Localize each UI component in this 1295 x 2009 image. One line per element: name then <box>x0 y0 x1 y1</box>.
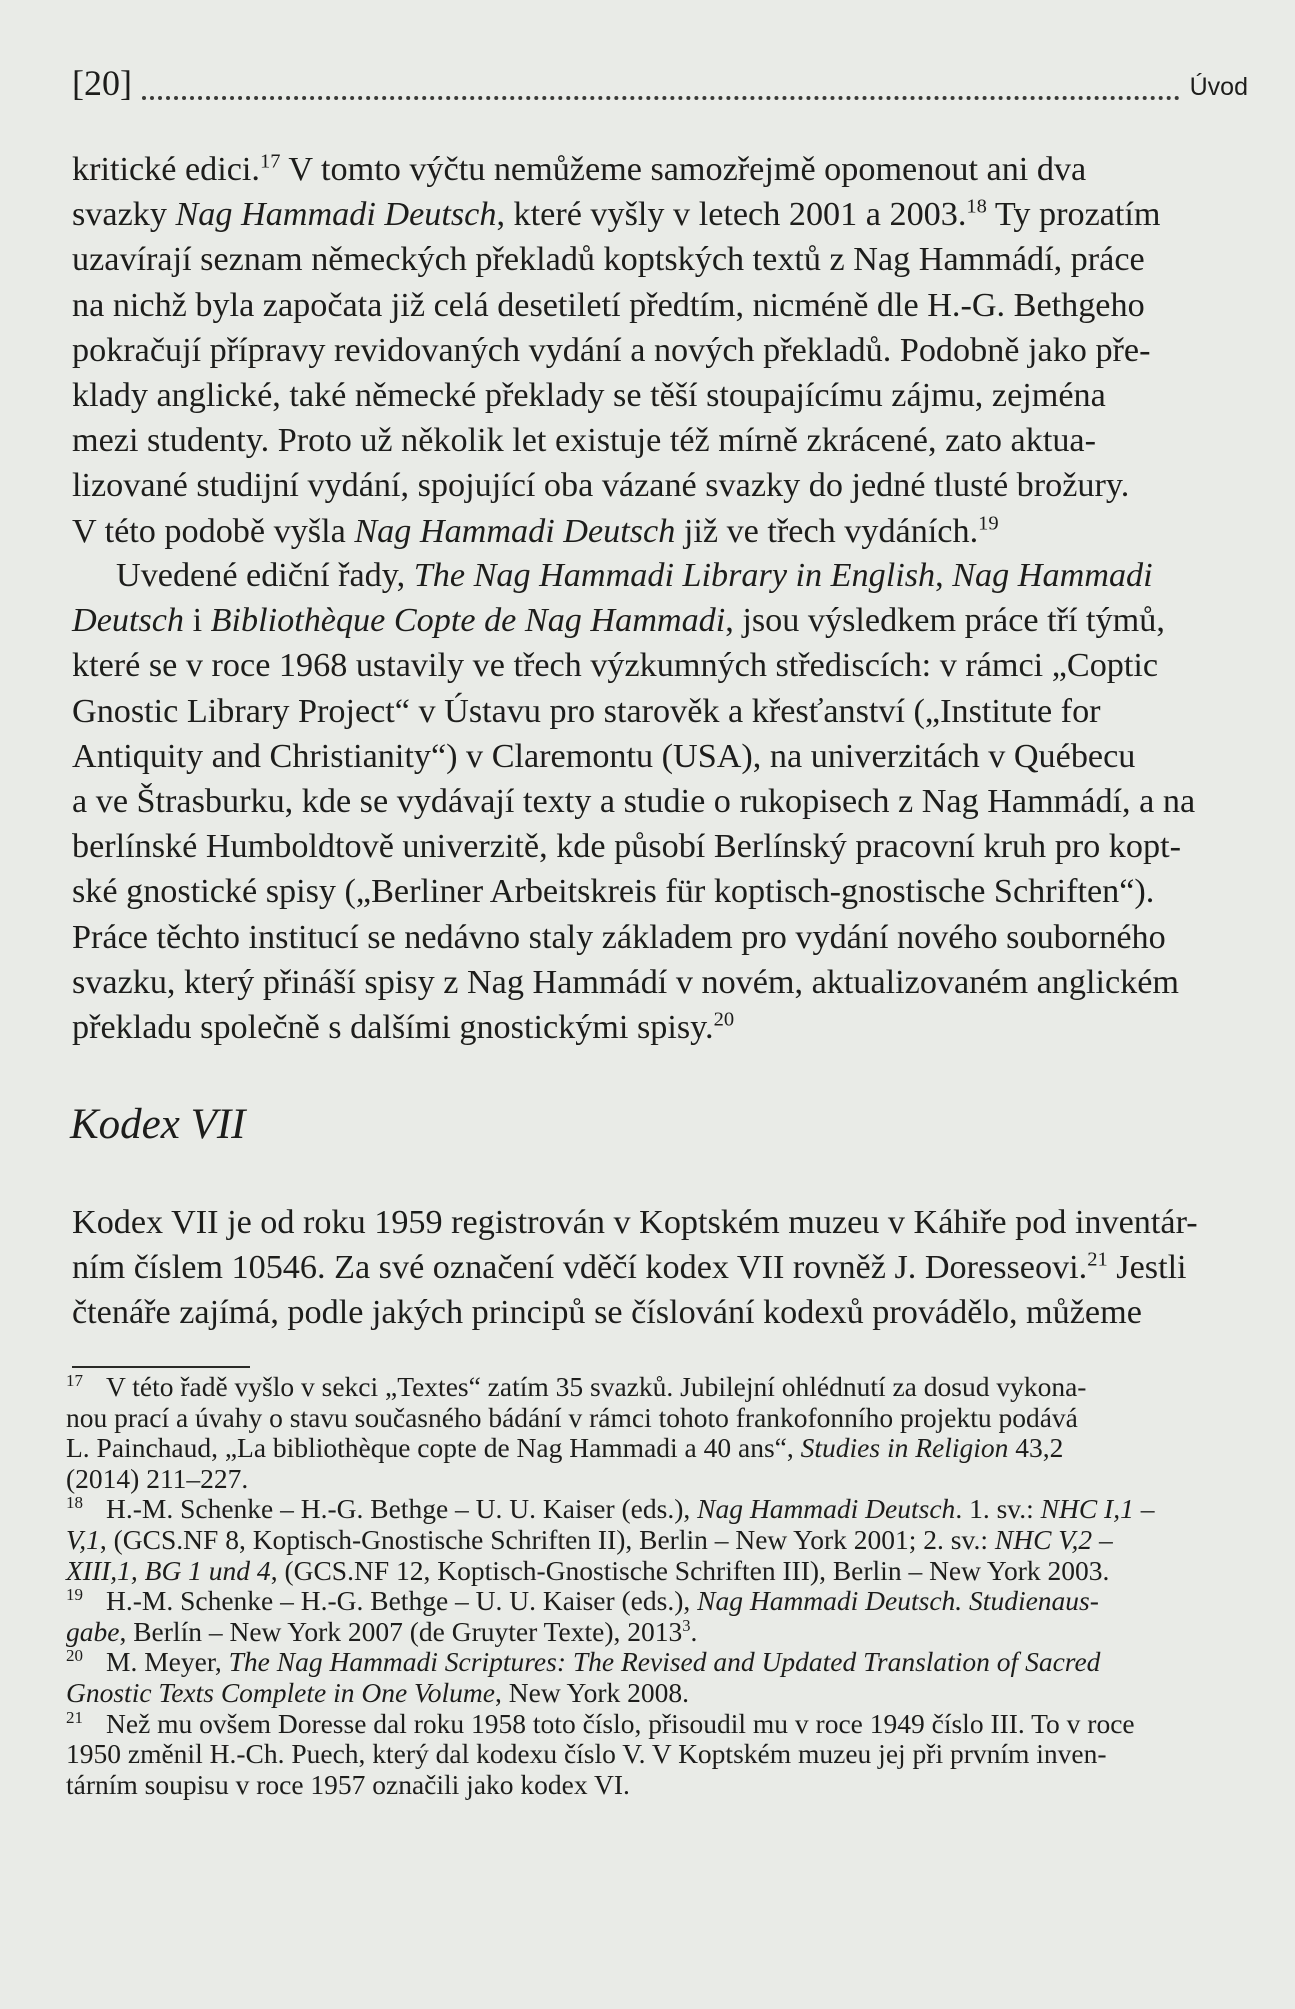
footnote-ref[interactable]: 18 <box>966 195 987 218</box>
text-line: ním číslem 10546. Za své označení vděčí kodex VII rovněž J. Doresseovi.$^{21}$ Jestli <box>72 1248 1187 1287</box>
text-line: pokračují přípravy revidovaných vydání a nových překladů. Podobně jako pře- <box>72 331 1151 369</box>
text-line: překladu společně s dalšími gnostickými spisy.$^{20}$ <box>72 1008 735 1046</box>
text-line: Než mu ovšem Doresse dal roku 1958 toto číslo, přisoudil mu v roce 1949 číslo III. To v roce <box>106 1707 1135 1739</box>
text-line: tárním soupisu v roce 1957 označili jako kodex VI. <box>66 1768 630 1800</box>
text-line: Gnostic Texts Complete in One Volume, New York 2008. <box>66 1676 690 1708</box>
text-line: L. Painchaud, „La bibliothèque copte de Nag Hammadi a 40 ans“, Studies in Religion 43,2 <box>66 1432 1064 1464</box>
footnote-number: 20 <box>66 1646 83 1666</box>
text-line: Kodex VII je od roku 1959 registrován v Koptském muzeu v Káhiře pod inventár- <box>72 1204 1198 1241</box>
text-line: nou prací a úvahy o stavu současného bádání v rámci tohoto frankofonního projektu podává <box>66 1401 1078 1433</box>
footnote-number: 18 <box>66 1493 83 1513</box>
footnote-number: 19 <box>66 1585 83 1605</box>
text-line: čtenáře zajímá, podle jakých principů se číslování kodexů provádělo, můžeme <box>72 1294 1142 1332</box>
section-heading: Kodex VII <box>70 1101 246 1148</box>
footnote-21 <box>66 1709 1232 1801</box>
footnote-separator <box>72 1366 250 1368</box>
text-line: které se v roce 1968 ustavily ve třech výzkumných střediscích: v rámci „Coptic <box>72 647 1159 685</box>
footnote-ref[interactable]: 20 <box>713 1008 735 1031</box>
text-line: ské gnostické spisy („Berliner Arbeitskreis für koptisch-gnostische Schriften“). <box>72 873 1155 911</box>
text-line: Antiquity and Christianity“) v Claremontu (USA), na univerzitách v Québecu <box>72 737 1136 775</box>
paragraph-3 <box>72 1200 1240 1336</box>
text-line: uzavírají seznam německých překladů koptských textů z Nag Hammádí, práce <box>72 241 1145 279</box>
text-line: H.-M. Schenke – H.-G. Bethge – U. U. Kaiser (eds.), Nag Hammadi Deutsch. 1. sv.: NHC I,1 – <box>106 1493 1155 1525</box>
text-line: 1950 změnil H.-Ch. Puech, který dal kodexu číslo V. V Koptském muzeu jej při prvním inven- <box>66 1738 1107 1770</box>
text-line: gabe, Berlín – New York 2007 (de Gruyter Texte), 2013$^3$. <box>66 1615 698 1647</box>
text-line: V této podobě vyšla Nag Hammadi Deutsch již ve třech vydáních.$^{19}$ <box>72 511 999 550</box>
chapter-title: Úvod <box>1189 73 1248 101</box>
text-line: svazky Nag Hammadi Deutsch, které vyšly v letech 2001 a 2003.18 Ty prozatím <box>72 195 1161 234</box>
text-line: V,1, (GCS.NF 8, Koptisch-Gnostische Schriften II), Berlin – New York 2001; 2. sv.: NHC V,2 – <box>66 1523 1113 1555</box>
text-line: Gnostic Library Project“ v Ústavu pro starověk a křesťanství („Institute for <box>72 692 1101 730</box>
text-line: M. Meyer, The Nag Hammadi Scriptures: The Revised and Updated Translation of Sacred <box>106 1646 1101 1678</box>
text-line: klady anglické, také německé překlady se těší stoupajícímu zájmu, zejména <box>72 376 1106 414</box>
text-line: V této řadě vyšlo v sekci „Textes“ zatím 35 svazků. Jubilejní ohlédnutí za dosud vykona- <box>106 1371 1087 1402</box>
text-line: berlínské Humboldtově univerzitě, kde působí Berlínský pracovní kruh pro kopt- <box>72 828 1181 866</box>
footnote-18 <box>66 1494 1232 1586</box>
text-line: lizované studijní vydání, spojující oba vázané svazky do jedné tlusté brožury. <box>72 467 1130 505</box>
footnote-19 <box>66 1586 1232 1647</box>
text-line: svazku, který přináší spisy z Nag Hammádí v novém, aktualizovaném anglickém <box>72 963 1179 1001</box>
text-line: kritické edici.$^{17}$ V tomto výčtu nemůžeme samozřejmě opomenout ani dva <box>72 150 1087 188</box>
text-line: Práce těchto institucí se nedávno staly základem pro vydání nového souborného <box>72 918 1166 956</box>
running-head <box>72 62 1248 112</box>
footnote-number: 17 <box>66 1371 83 1390</box>
text-line: Uvedené ediční řady, The Nag Hammadi Library in English, Nag Hammadi <box>116 557 1153 594</box>
footnote-number: 21 <box>66 1707 83 1727</box>
footnote-20 <box>66 1647 1232 1708</box>
text-line: a ve Štrasburku, kde se vydávají texty a studie o rukopisech z Nag Hammádí, a na <box>72 782 1196 820</box>
text-line: H.-M. Schenke – H.-G. Bethge – U. U. Kaiser (eds.), Nag Hammadi Deutsch. Studienaus- <box>106 1585 1099 1617</box>
dot-leader <box>142 91 1180 100</box>
text-line: Deutsch i Bibliothèque Copte de Nag Hammadi, jsou výsledkem práce tří týmů, <box>72 602 1165 640</box>
page-number: [20] <box>72 63 132 103</box>
footnotes <box>66 1372 1232 1800</box>
footnote-ref[interactable]: 21 <box>1087 1248 1108 1271</box>
paragraph-2 <box>72 553 1240 1050</box>
text-line: XIII,1, BG 1 und 4, (GCS.NF 12, Koptisch-Gnostische Schriften III), Berlin – New York 2003. <box>66 1554 1110 1586</box>
footnote-ref[interactable]: 19 <box>978 511 999 534</box>
footnote-ref[interactable]: 17 <box>259 150 281 173</box>
text-line: na nichž byla započata již celá desetiletí předtím, nicméně dle H.-G. Bethgeho <box>72 286 1145 324</box>
text-line: (2014) 211–227. <box>66 1462 249 1494</box>
footnote-17 <box>66 1372 1232 1494</box>
text-line: mezi studenty. Proto už několik let existuje též mírně zkrácené, zato aktua- <box>72 422 1096 460</box>
paragraph-1 <box>72 147 1240 554</box>
